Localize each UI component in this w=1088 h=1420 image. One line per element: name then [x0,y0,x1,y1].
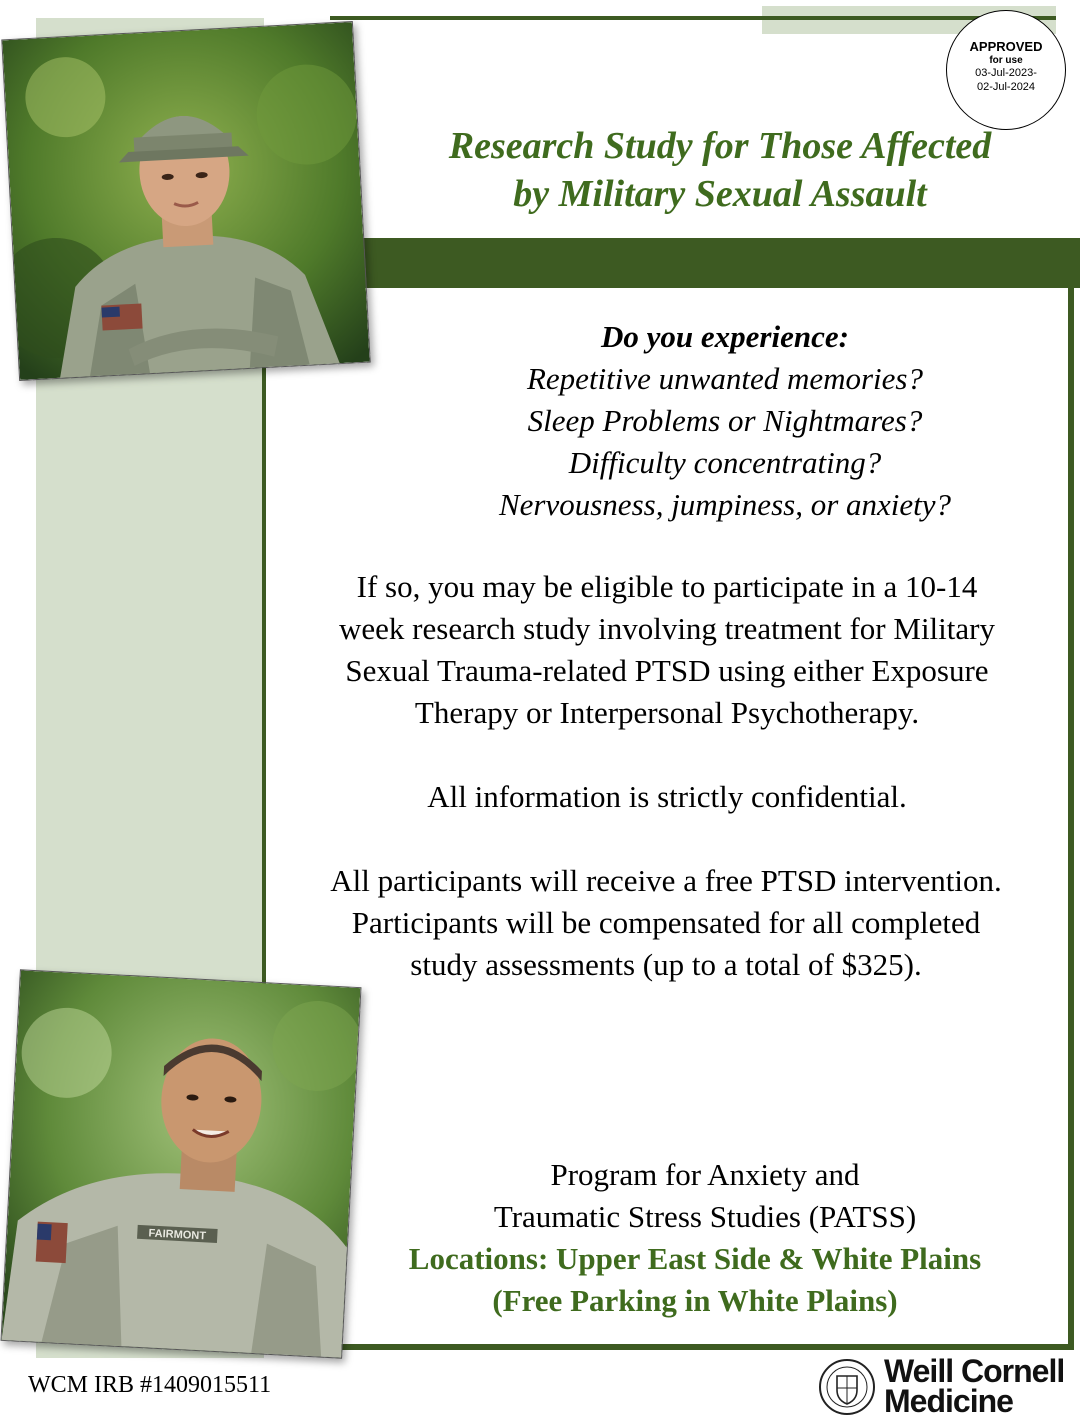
eligibility-paragraph [270,566,1064,734]
soldier-man-photo [0,969,361,1358]
soldier-woman-photo [1,21,370,381]
compensation-line: study assessments (up to a total of $325). [410,947,922,982]
title-line-2: by Military Sexual Assault [513,173,927,215]
program-line-2: Traumatic Stress Studies (PATSS) [493,1199,917,1234]
symptoms-list [400,316,1050,526]
stamp-for-use: for use [989,55,1023,66]
stamp-date-start: 03-Jul-2023- [975,67,1037,79]
top-rule [330,16,1056,20]
compensation-line: Participants will be compensated for all completed [351,905,981,940]
locations-line-2: (Free Parking in White Plains) [492,1283,898,1318]
eligibility-line: If so, you may be eligible to participate in a 10-14 [356,569,978,604]
symptoms-heading: Do you experience: [601,319,849,354]
eligibility-line: week research study involving treatment for Military [339,611,995,646]
eligibility-line: Therapy or Interpersonal Psychotherapy. [414,695,920,730]
approval-stamp [946,10,1066,130]
logo-line-1: Weill Cornell [884,1353,1065,1389]
locations-info [340,1238,1050,1322]
title-line-1: Research Study for Those Affected [448,125,992,167]
weill-cornell-logo [818,1353,1078,1419]
logo-wordmark [884,1353,1065,1419]
program-line-1: Program for Anxiety and [550,1157,860,1192]
nametag-text: FAIRMONT [148,1227,207,1243]
confidentiality-note: All information is strictly confidential. [427,779,907,814]
symptom-item: Sleep Problems or Nightmares? [527,403,923,438]
compensation-line: All participants will receive a free PTSD intervention. [330,863,1002,898]
compensation-paragraph [266,860,1066,986]
symptom-item: Repetitive unwanted memories? [526,361,923,396]
logo-line-2: Medicine [884,1383,1013,1419]
irb-number: WCM IRB #1409015511 [28,1372,272,1398]
symptom-item: Difficulty concentrating? [568,445,882,480]
green-band [262,238,1080,288]
university-seal-icon [818,1358,876,1416]
stamp-status: APPROVED [969,39,1043,54]
symptom-item: Nervousness, jumpiness, or anxiety? [498,487,952,522]
stamp-date-end: 02-Jul-2024 [976,81,1036,93]
program-name [380,1154,1030,1238]
eligibility-line: Sexual Trauma-related PTSD using either Exposure [345,653,989,688]
locations-line-1: Locations: Upper East Side & White Plains [408,1241,982,1276]
page-title [390,122,1050,218]
